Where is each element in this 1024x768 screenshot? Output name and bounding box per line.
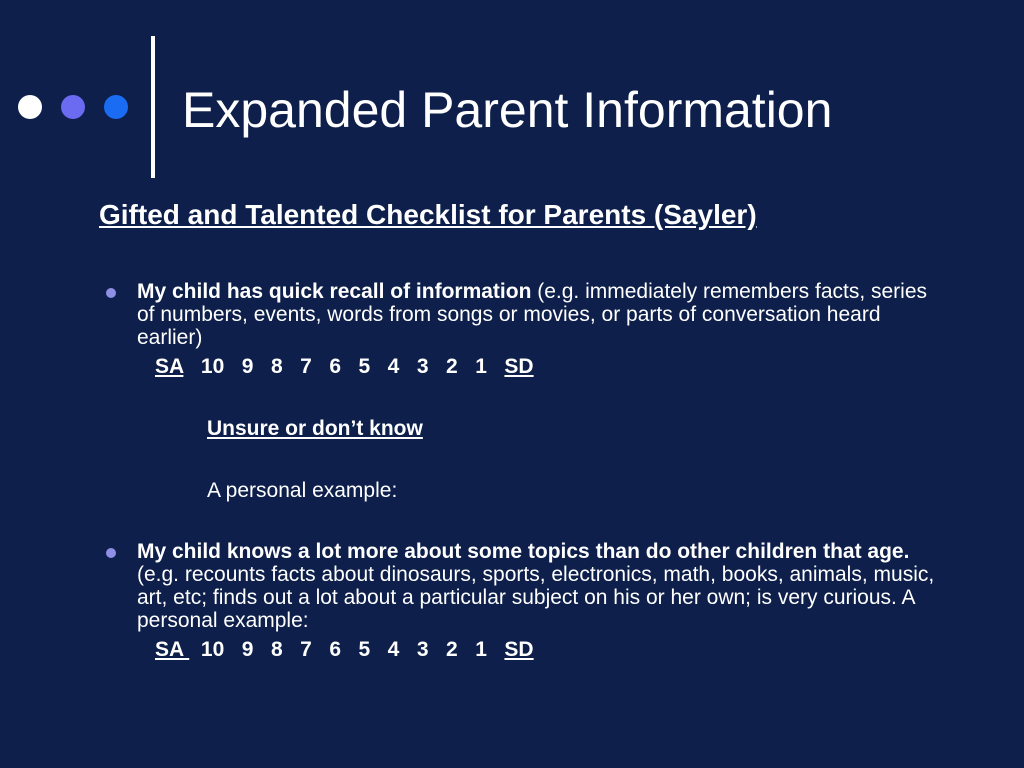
item-bold-text: My child has quick recall of information xyxy=(137,280,532,303)
personal-example-label: A personal example: xyxy=(207,479,398,502)
rating-scale-topics xyxy=(155,637,534,663)
scale-label-sa: SA xyxy=(155,638,190,661)
item-bold-text: My child knows a lot more about some topics than do other children that age. xyxy=(137,540,910,563)
dot-blue xyxy=(104,95,128,119)
item-detail-text: (e.g. immediately remembers facts, series of numbers, events, words from songs or movies, or parts of conversation heard earlier) xyxy=(137,280,928,349)
dot-white xyxy=(18,95,42,119)
unsure-option: Unsure or don’t know xyxy=(207,417,423,440)
item-detail-text: (e.g. recounts facts about dinosaurs, sports, electronics, math, books, animals, music, art, etc; finds out a lot about a particular subject on his or her own; is very curious. A personal example: xyxy=(137,563,935,632)
bullet-marker xyxy=(106,548,116,558)
checklist-item-topics xyxy=(137,540,937,632)
slide-subtitle: Gifted and Talented Checklist for Parents (Sayler) xyxy=(99,199,757,230)
scale-numbers: 10 9 8 7 6 5 4 3 2 1 xyxy=(189,638,505,661)
rating-scale-recall xyxy=(155,354,534,380)
title-divider xyxy=(151,36,155,178)
dot-purple xyxy=(61,95,85,119)
scale-label-sd: SD xyxy=(504,355,534,378)
scale-label-sd: SD xyxy=(504,638,534,661)
checklist-item-recall xyxy=(137,280,937,349)
slide-title: Expanded Parent Information xyxy=(182,82,833,138)
bullet-marker xyxy=(106,288,116,298)
scale-label-sa: SA xyxy=(155,355,184,378)
decorative-dots xyxy=(18,94,147,120)
scale-numbers: 10 9 8 7 6 5 4 3 2 1 xyxy=(183,355,505,378)
